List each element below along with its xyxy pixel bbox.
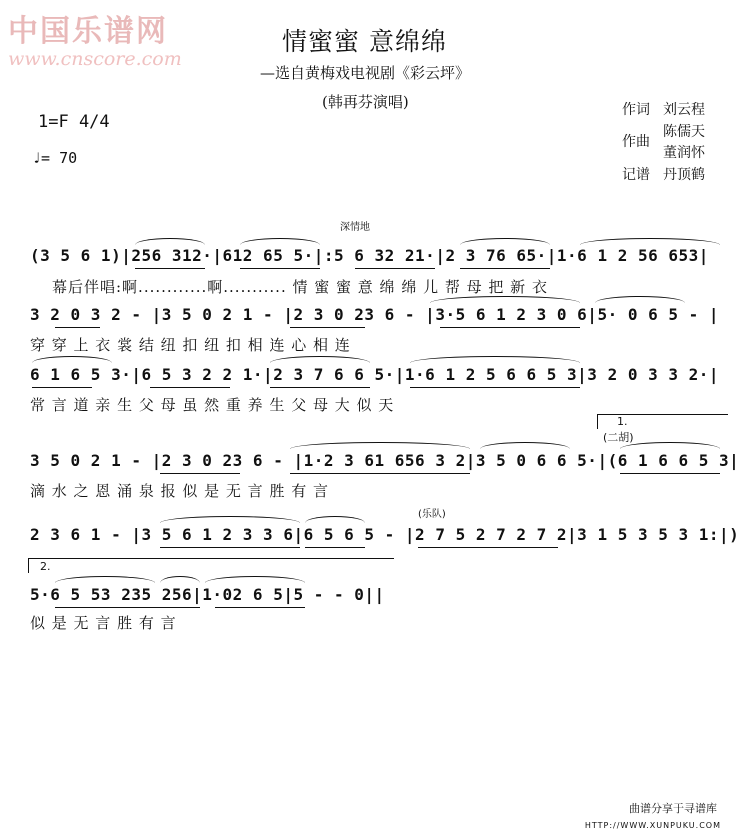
score-line-3-notes: 6 1 6 5 3·|6 5 3 2 2 1·|2 3 7 6 6 5·|1·6 1 2 5 6 6 5 3|3 2 0 3 3 2·| <box>30 365 720 384</box>
band-marking: (乐队) <box>418 509 446 520</box>
score-line-1-notes: (3 5 6 1)|256 312·|612 65 5·|:5 6 32 21·|2 3 76 65·|1·6 1 2 56 653| <box>30 246 709 265</box>
beam-underline <box>215 607 305 608</box>
volta-1-label: 1. <box>617 415 628 428</box>
key-signature: 1=F 4/4 <box>38 112 110 132</box>
beam-underline <box>55 607 200 608</box>
beam-underline <box>290 473 470 474</box>
slur-mark <box>135 238 205 245</box>
slur-mark <box>580 238 720 245</box>
beam-underline <box>55 327 100 328</box>
beam-underline <box>418 547 558 548</box>
slur-mark <box>290 442 470 449</box>
slur-mark <box>410 356 580 363</box>
beam-underline <box>240 268 320 269</box>
slur-mark <box>160 576 200 583</box>
tempo-marking: ♩= 70 <box>32 149 78 167</box>
volta-bracket-2 <box>28 558 394 573</box>
beam-underline <box>460 268 550 269</box>
composer-name-2: 董润怀 <box>663 145 705 161</box>
beam-underline <box>32 387 92 388</box>
lyricist-name: 刘云程 <box>663 102 705 118</box>
slur-mark <box>430 296 580 303</box>
slur-mark <box>240 238 320 245</box>
slur-mark <box>32 356 112 363</box>
composer-name-1: 陈儒天 <box>663 124 705 140</box>
slur-mark <box>460 238 550 245</box>
slur-mark <box>160 516 300 523</box>
score-line-1-lyrics: 幕后伴唱:啊............啊........... 情 蜜 蜜 意 绵 绵 儿 帮 母 把 新 衣 <box>52 278 548 296</box>
beam-underline <box>270 387 370 388</box>
footer-url[interactable]: HTTP://WWW.XUNPUKU.COM <box>584 821 721 830</box>
transcriber-label: 记谱 <box>622 167 650 183</box>
song-title: 情蜜蜜 意绵绵 <box>282 27 447 56</box>
score-line-5-notes: 2 3 6 1 - |3 5 6 1 2 3 3 6|6 5 6 5 - |2 7 5 2 7 2 7 2|3 1 5 3 5 3 1:|) <box>30 525 740 544</box>
watermark-logo: 中国乐谱网 <box>8 14 168 49</box>
slur-mark <box>595 296 685 303</box>
score-line-2-notes: 3 2 0 3 2 - |3 5 0 2 1 - |2 3 0 23 6 - |3·5 6 1 2 3 0 6|5· 0 6 5 - | <box>30 305 720 324</box>
watermark-url: www.cnscore.com <box>8 48 182 70</box>
beam-underline <box>440 327 580 328</box>
composer-label: 作曲 <box>622 134 650 150</box>
beam-underline <box>410 387 580 388</box>
beam-underline <box>355 268 435 269</box>
score-line-2-lyrics: 穿 穿 上 衣 裳 结 纽 扣 纽 扣 相 连 心 相 连 <box>30 336 351 354</box>
slur-mark <box>55 576 155 583</box>
beam-underline <box>135 268 205 269</box>
slur-mark <box>270 356 370 363</box>
volta-2-label: 2. <box>40 560 51 573</box>
slur-mark <box>480 442 570 449</box>
score-line-4-lyrics: 滴 水 之 恩 涌 泉 报 似 是 无 言 胜 有 言 <box>30 482 329 500</box>
expression-marking: 深情地 <box>340 222 370 233</box>
beam-underline <box>160 473 240 474</box>
transcriber-name: 丹顶鹤 <box>663 167 705 183</box>
singer-credit: (韩再芬演唱) <box>322 93 409 111</box>
beam-underline <box>150 387 230 388</box>
score-line-4-notes: 3 5 0 2 1 - |2 3 0 23 6 - |1·2 3 61 656 3 2|3 5 0 6 6 5·|(6 1 6 6 5 3| <box>30 451 740 470</box>
song-subtitle: —选自黄梅戏电视剧《彩云坪》 <box>260 64 471 82</box>
slur-mark <box>205 576 305 583</box>
footer-share-text: 曲谱分享于寻谱库 <box>629 802 717 815</box>
slur-mark <box>620 442 720 449</box>
slur-mark <box>305 516 365 523</box>
score-line-3-lyrics: 常 言 道 亲 生 父 母 虽 然 重 养 生 父 母 大 似 天 <box>30 396 395 414</box>
score-line-6-lyrics: 似 是 无 言 胜 有 言 <box>30 614 177 632</box>
beam-underline <box>620 473 720 474</box>
beam-underline <box>160 547 300 548</box>
score-line-6-notes: 5·6 5 53 235 256|1·02 6 5|5 - - 0|| <box>30 585 385 604</box>
beam-underline <box>290 327 365 328</box>
beam-underline <box>305 547 365 548</box>
lyricist-label: 作词 <box>622 102 650 118</box>
erhu-marking: (二胡) <box>603 431 634 444</box>
